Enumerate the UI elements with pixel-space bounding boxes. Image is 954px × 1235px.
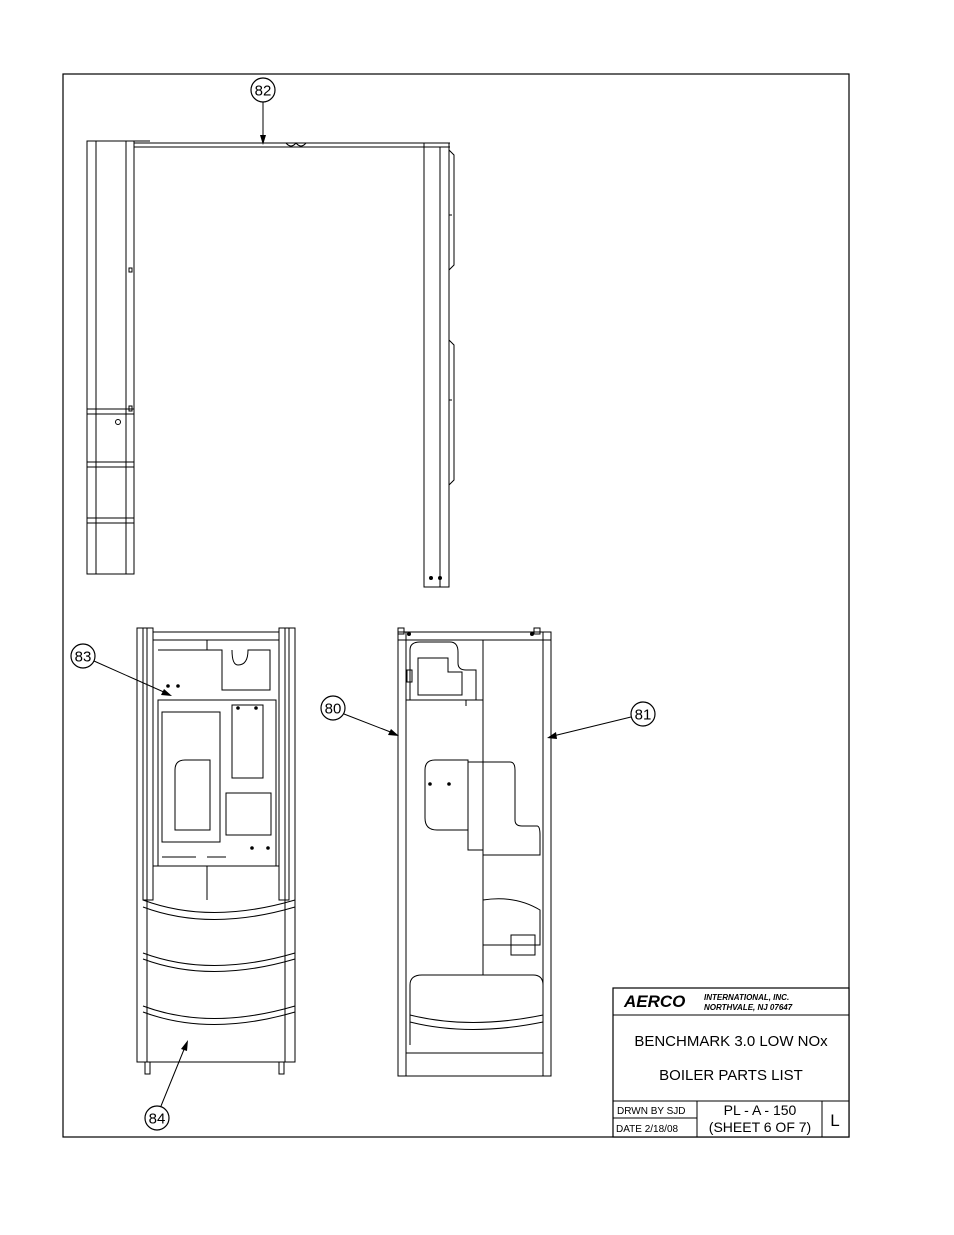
company-logo-text: AERCO: [624, 992, 686, 1011]
balloon-84: [145, 1040, 188, 1130]
balloon-81: [547, 702, 655, 739]
front-view-assembly: [137, 628, 295, 1074]
sheet-number: (SHEET 6 OF 7): [708, 1119, 812, 1135]
balloon-83-label: 83: [74, 648, 92, 666]
drawing-border: [63, 74, 849, 1137]
balloon-83: [71, 644, 172, 696]
company-address: NORTHVALE, NJ 07647: [704, 1003, 793, 1012]
balloon-80: [321, 696, 399, 736]
drawn-by: DRWN BY SJD: [617, 1106, 686, 1117]
drawing-date: DATE 2/18/08: [616, 1124, 679, 1135]
balloon-81-label: 81: [634, 706, 652, 724]
drawing-title-line2: BOILER PARTS LIST: [659, 1067, 803, 1084]
side-view-assembly: [398, 628, 551, 1076]
top-view-panel-assembly: [87, 141, 454, 587]
company-full-name: INTERNATIONAL, INC.: [704, 993, 790, 1002]
title-block: [613, 988, 849, 1137]
balloon-82: [251, 78, 275, 145]
balloon-84-label: 84: [148, 1110, 166, 1128]
drawing-title-line1: BENCHMARK 3.0 LOW NOx: [634, 1033, 828, 1050]
balloon-80-label: 80: [324, 700, 342, 718]
revision-letter: L: [830, 1111, 840, 1130]
balloon-82-label: 82: [254, 82, 272, 100]
drawing-number: PL - A - 150: [723, 1102, 797, 1118]
